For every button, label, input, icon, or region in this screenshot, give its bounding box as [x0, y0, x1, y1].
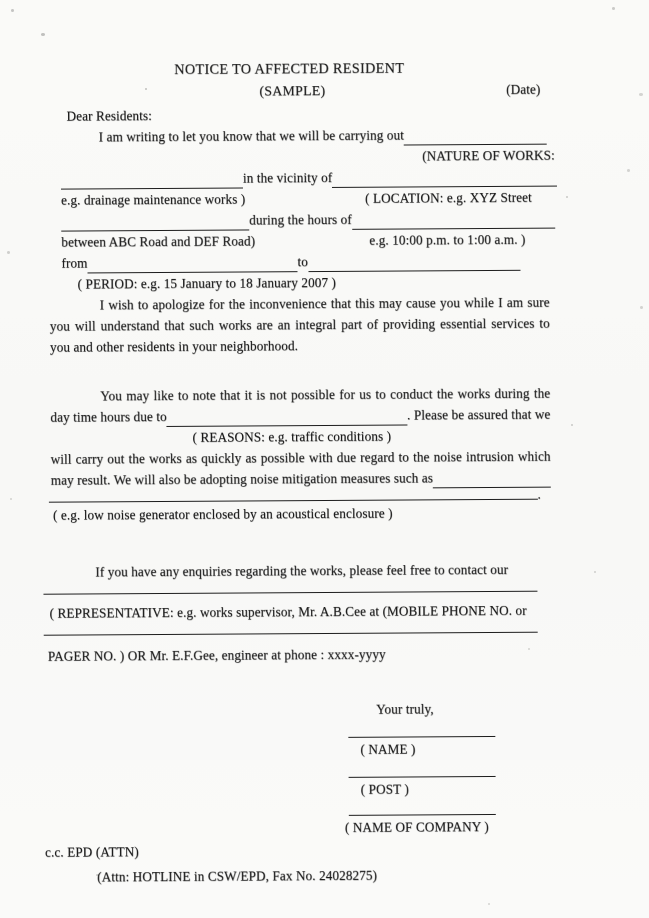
apology-line-3: you and other residents in your neighborhood. [49, 338, 299, 355]
subtitle-row [42, 79, 558, 104]
nature-hint: (NATURE OF WORKS: [422, 147, 555, 164]
vicinity-text: in the vicinity of [242, 169, 333, 186]
apology-line-2: you will understand that such works are an integral part of providing essential services to [49, 315, 550, 334]
daytime-reasons-line [50, 404, 550, 428]
daytime-pre: day time hours due to [50, 408, 167, 425]
post-blank-row [349, 765, 503, 774]
pager-line: PAGER NO. ) OR Mr. E.F.Gee, engineer at phone : xxxx-yyyy [47, 646, 386, 664]
vicinity-line [61, 166, 559, 190]
pager-blank-row [44, 623, 562, 636]
location-hint: ( LOCATION: e.g. XYZ Street [365, 189, 532, 206]
to-label: to [297, 254, 308, 270]
measures-hint: ( e.g. low noise generator enclosed by an acoustical enclosure ) [52, 505, 393, 523]
measures-blank-row [49, 486, 551, 503]
name-blank-row [348, 725, 502, 734]
nature-example-row [61, 187, 559, 211]
cc-line: c.c. EPD (ATTN) [44, 844, 139, 860]
to-blank [308, 255, 520, 272]
representative-blank-row [43, 582, 561, 595]
measures-blank-1 [433, 472, 551, 489]
company-blank-row [349, 803, 503, 812]
from-label: from [61, 255, 88, 271]
post-blank [349, 769, 496, 778]
signature-block [344, 698, 503, 838]
period-line [61, 250, 559, 274]
name-label: ( NAME ) [360, 741, 416, 757]
reasons-hint: ( REASONS: e.g. traffic conditions ) [192, 428, 392, 445]
representative-hint: ( REPRESENTATIVE: e.g. works supervisor, Mr. A.B.Cee at (MOBILE PHONE NO. or [49, 602, 527, 621]
measures-line [51, 467, 551, 491]
location-example-row [61, 229, 559, 253]
date-label: (Date) [506, 81, 541, 97]
daytime-post: . Please be assured that we [406, 406, 551, 423]
measures-blank-2 [49, 486, 541, 503]
works-blank-2 [61, 214, 249, 231]
from-blank [87, 256, 297, 273]
enquiries-line: If you have any enquiries regarding the works, please feel free to contact our [95, 561, 509, 580]
nature-of-works-blank [404, 129, 547, 146]
night-works-paragraph [52, 383, 551, 526]
closing: Your truly, [376, 701, 434, 717]
measures-pre: may result. We will also be adopting noise mitigation measures such as [50, 470, 434, 488]
apology-line-1: I wish to apologize for the inconvenience that this may cause you while I am sure [99, 294, 550, 313]
hours-blank [352, 213, 555, 230]
works-blank [61, 172, 243, 189]
hours-line [61, 208, 559, 232]
location-example: between ABC Road and DEF Road) [61, 233, 256, 250]
reasons-blank [167, 409, 407, 426]
salutation: Dear Residents: [66, 108, 152, 124]
sample-label: (SAMPLE) [259, 82, 326, 99]
name-blank [348, 729, 495, 738]
hours-example: e.g. 10:00 p.m. to 1:00 a.m. ) [369, 231, 526, 248]
nature-example: e.g. drainage maintenance works ) [61, 191, 246, 208]
post-label: ( POST ) [360, 781, 409, 797]
carrying-out-text: I am writing to let you know that we will be carrying out [98, 127, 405, 145]
company-blank [349, 807, 496, 816]
apology-paragraph [50, 292, 550, 358]
hours-text: during the hours of [249, 211, 352, 228]
night-works-line-1: You may like to note that it is not possible for us to conduct the works during the [100, 385, 551, 404]
company-label: ( NAME OF COMPANY ) [344, 819, 489, 835]
night-works-line-3: will carry out the works as quickly as possible with due regard to the noise intrusion which [50, 448, 551, 467]
contact-section [45, 559, 562, 667]
scan-speck [488, 903, 490, 905]
carrying-out-line [99, 124, 559, 148]
location-blank [332, 171, 557, 188]
representative-blank [43, 582, 537, 595]
attn-line: (Attn: HOTLINE in CSW/EPD, Fax No. 24028275) [97, 867, 378, 885]
page-title: NOTICE TO AFFECTED RESIDENT [174, 60, 405, 78]
measures-period: . [537, 486, 541, 502]
pager-blank [44, 623, 538, 636]
period-hint: ( PERIOD: e.g. 15 January to 18 January 2007 ) [77, 274, 337, 292]
